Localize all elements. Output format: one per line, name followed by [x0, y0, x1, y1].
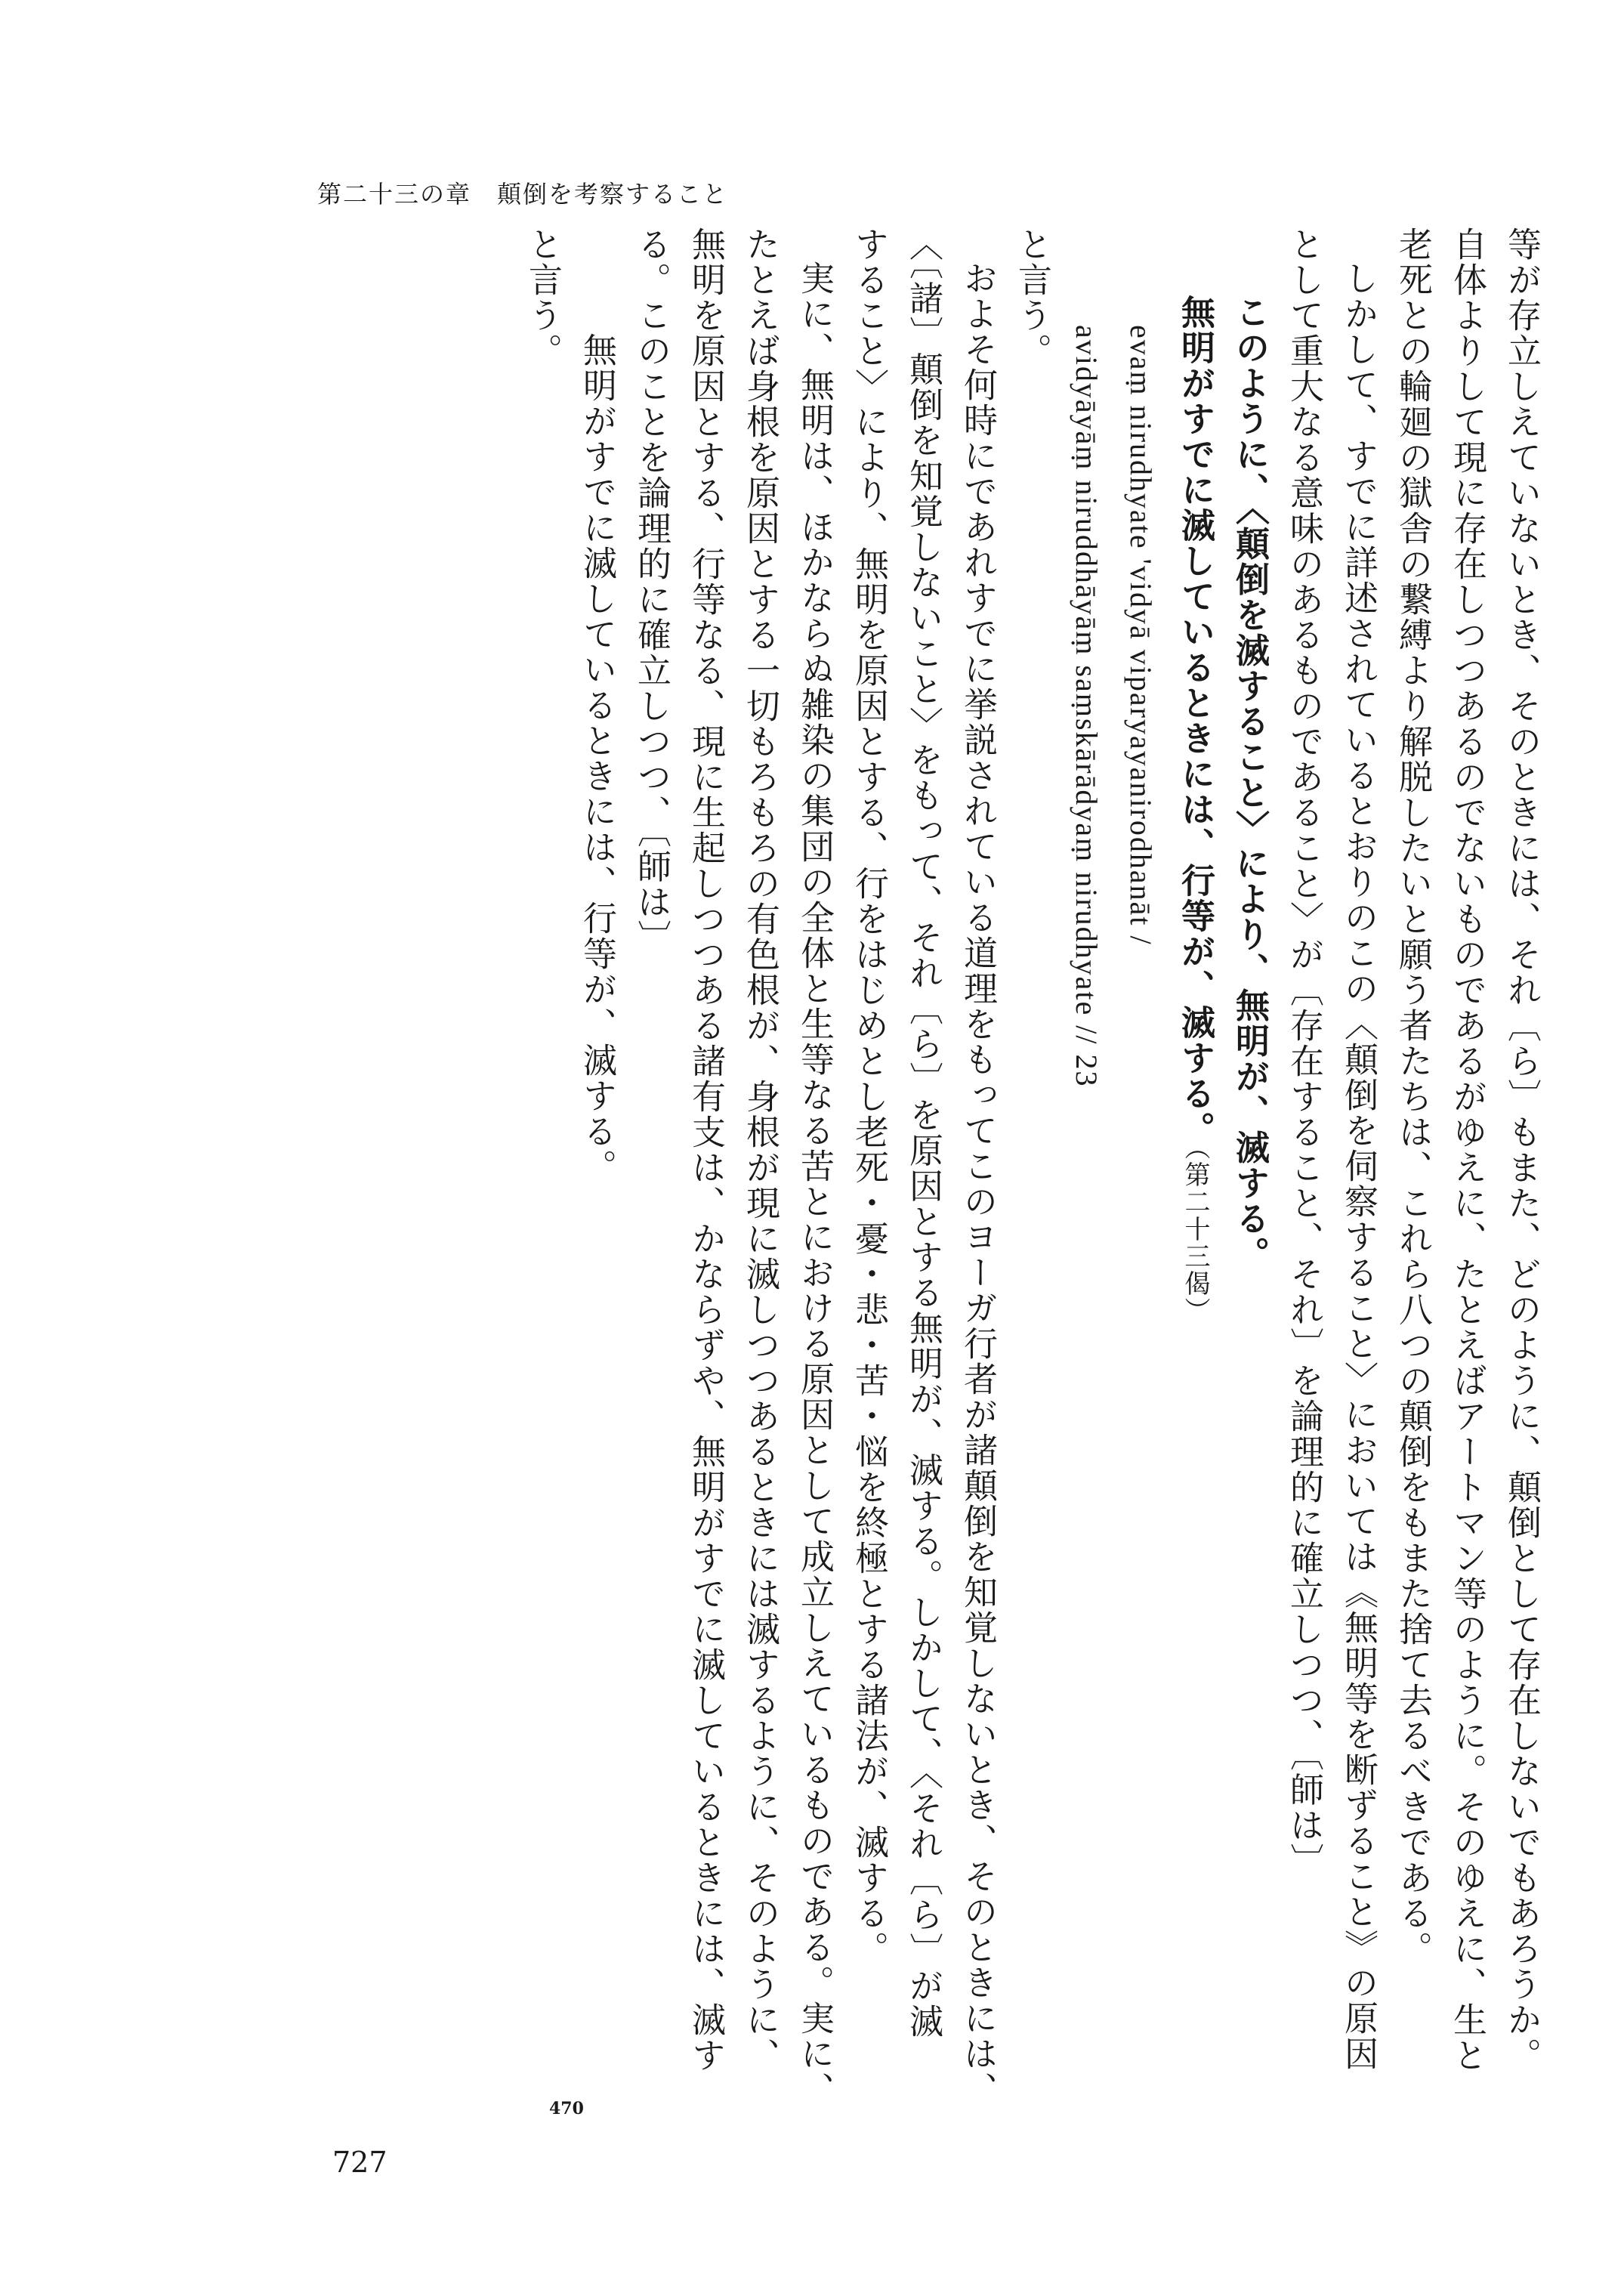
body-line: 無明を原因とする、行等なる、現に生起しつつある諸有支は、かならずや、無明がすでに滅しているときには、滅す: [686, 227, 726, 2073]
body-line: 実に、無明は、ほかならぬ雑染の集団の全体と生等なる苦とにおける原因として成立しえているものである。実に、: [795, 261, 835, 2107]
running-header: 第二十三の章 顛倒を考察すること: [317, 180, 729, 209]
body-line: 等が存立しえていないとき、そのときには、それ〔ら〕もまた、どのように、顛倒として存在しないでもあろうか。: [1502, 227, 1542, 2073]
verse-reference: （第二十三偈）: [1180, 1147, 1210, 1324]
sanskrit-line: evaṃ nirudhyate 'vidyā viparyayanirodhanāt /: [1124, 325, 1158, 946]
body-line: 老死との輪廻の獄舎の繋縛より解脱したいと願う者たちは、これら八つの顛倒をもまた捨て去るべきである。: [1393, 227, 1433, 1967]
body-line: と言う。: [1012, 227, 1052, 369]
folio-mark: 470: [549, 2099, 584, 2118]
body-line: 自体よりして現に存在しつつあるのでないものであるがゆえに、たとえばアートマン等のように。そのゆえに、生と: [1447, 227, 1487, 2073]
verse-line: 無明がすでに滅しているときには、行等が、滅する。: [577, 332, 617, 1185]
sanskrit-line: avidyāyāṃ niruddhāyāṃ saṃskārādyaṃ nirudhyate // 23: [1070, 325, 1104, 1088]
body-line: すること〉により、無明を原因とする、行をはじめとし老死・憂・悲・苦・悩を終極とする諸法が、滅する。: [849, 227, 889, 1967]
body-line: およそ何時にであれすでに挙説されている道理をもってこのヨーガ行者が諸顛倒を知覚しないとき、そのときには、: [958, 261, 998, 2107]
body-line: 〈〔諸〕顛倒を知覚しないこと〉をもって、それ〔ら〕を原因とする無明が、滅する。しかして、〈それ〔ら〕が滅: [903, 227, 943, 2039]
body-text: [272, 227, 1548, 2131]
verse-text: 無明がすでに滅しているときには、行等が、滅する。: [1175, 295, 1215, 1147]
body-line: として重大なる意味のあるものであること〉が〔存在すること、それ〕を論理的に確立しつつ、〔師は〕: [1284, 227, 1324, 1879]
page-number: 727: [332, 2146, 387, 2179]
verse-line: このように、〈顛倒を滅すること〉により、無明が、滅する。: [1230, 295, 1270, 1272]
body-line: たとえば身根を原因とする一切もろもろの有色根が、身根が現に滅しつつあるときには滅するように、そのように、: [740, 227, 780, 2073]
verse-line: [1168, 227, 1222, 2131]
body-line: と言う。: [523, 227, 563, 369]
body-line: しかして、すでに詳述されているとおりのこの〈顛倒を伺察すること〉においては《無明等を断ずること》の原因: [1338, 261, 1379, 2072]
body-line: る。このことを論理的に確立しつつ、〔師は〕: [631, 227, 672, 956]
